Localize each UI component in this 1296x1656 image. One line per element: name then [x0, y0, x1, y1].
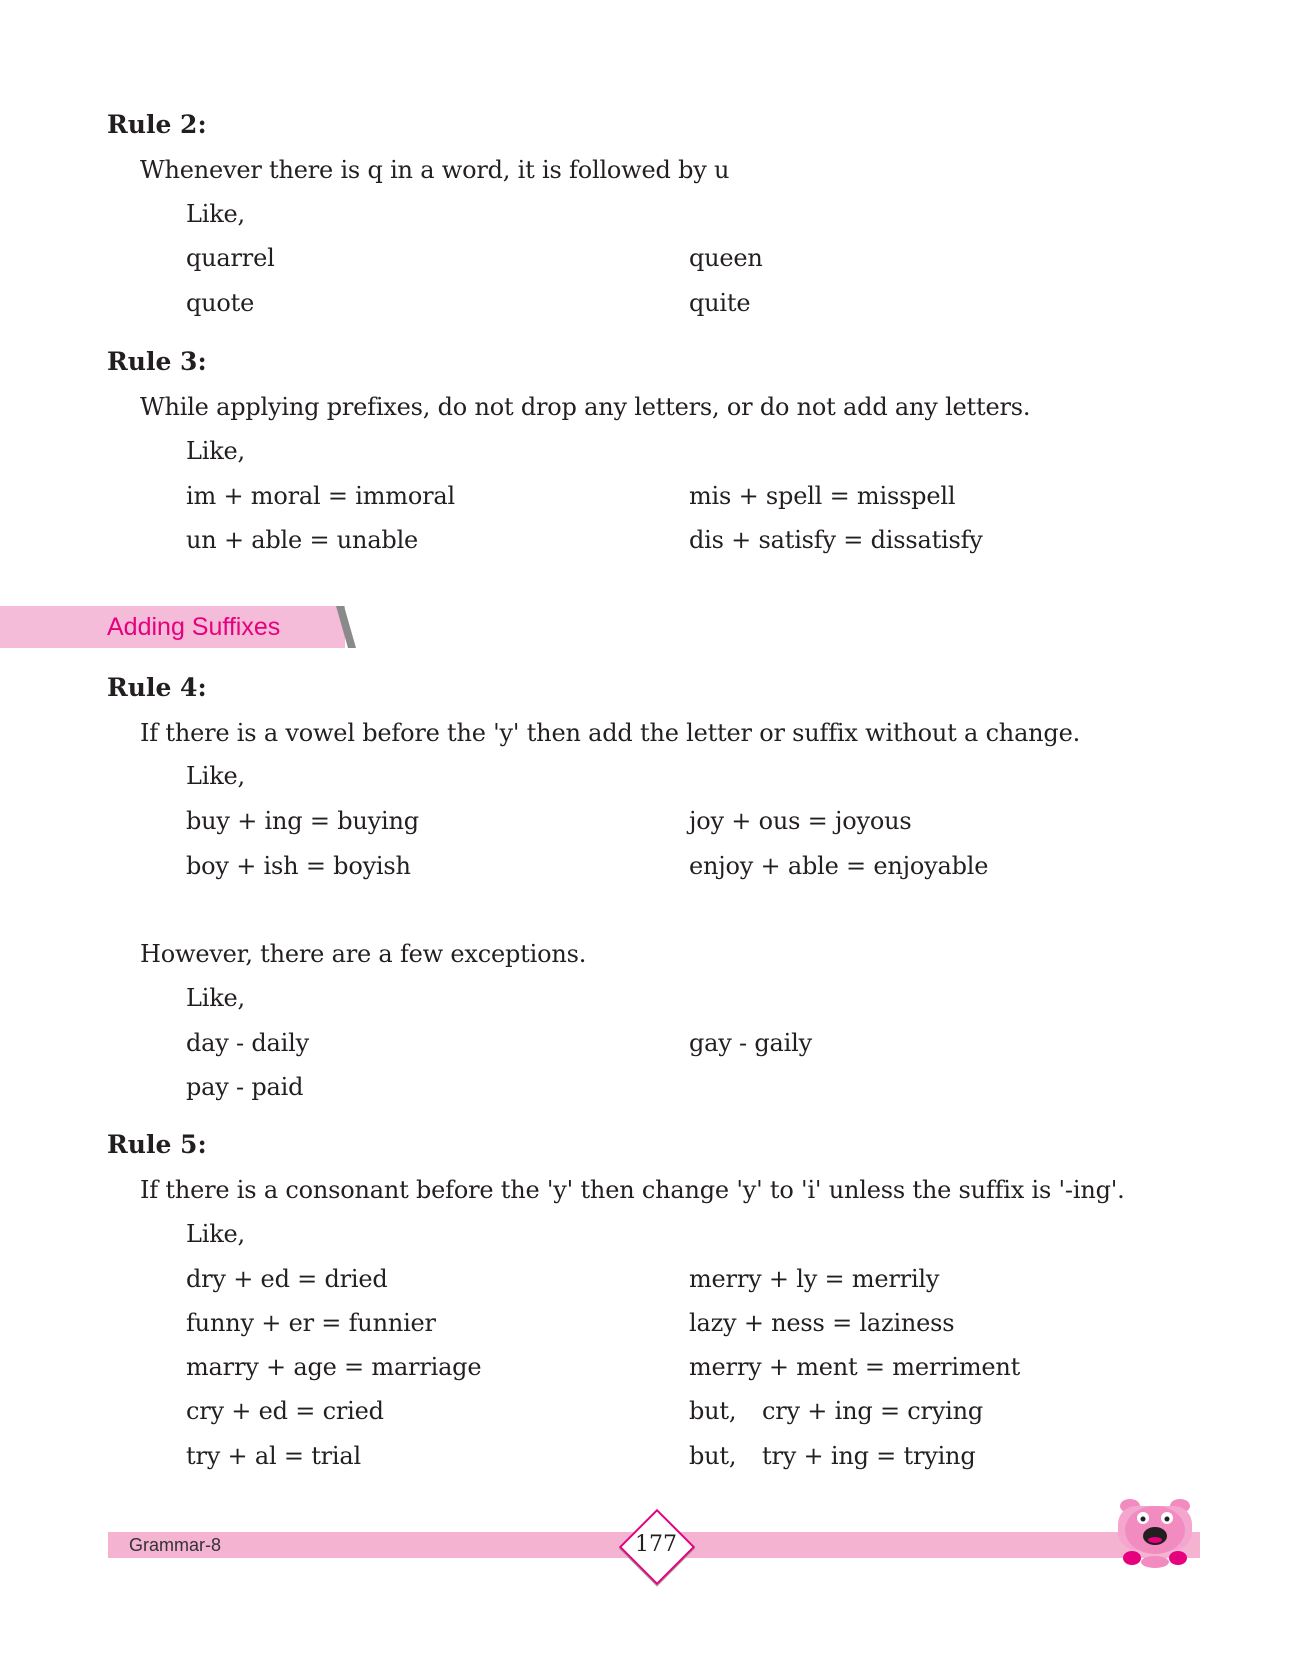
rule-3-example: im + moral = immoral: [186, 482, 455, 510]
rule-5-example: dry + ed = dried: [186, 1265, 388, 1293]
exceptions-like: Like,: [186, 984, 245, 1012]
rule-2-example: quote: [186, 289, 255, 317]
page-number: 177: [635, 1532, 677, 1557]
rule-2-example: quite: [689, 289, 751, 317]
rule-4-example: boy + ish = boyish: [186, 852, 411, 880]
footer-book-title: Grammar-8: [129, 1535, 222, 1555]
rule-3-example: un + able = unable: [186, 526, 419, 554]
rule-5-example: merry + ly = merrily: [689, 1265, 940, 1293]
rule-2-text: Whenever there is q in a word, it is followed by u: [140, 156, 730, 184]
rule-3-text: While applying prefixes, do not drop any letters, or do not add any letters.: [140, 393, 1031, 421]
rule-2-example: quarrel: [186, 244, 275, 272]
rule-3-like: Like,: [186, 437, 245, 465]
rule-5-text: If there is a consonant before the 'y' then change 'y' to 'i' unless the suffix is '-ing'.: [140, 1176, 1125, 1204]
rule-4-heading: Rule 4:: [107, 673, 207, 702]
rule-2-example: queen: [689, 244, 763, 272]
but-label: but,: [689, 1442, 737, 1470]
section-title: Adding Suffixes: [107, 613, 281, 641]
rule-4-example: joy + ous = joyous: [689, 807, 912, 835]
rule-4-example: enjoy + able = enjoyable: [689, 852, 989, 880]
rule-5-example: marry + age = marriage: [186, 1353, 482, 1381]
rule-5-heading: Rule 5:: [107, 1130, 207, 1159]
exception-example: gay - gaily: [689, 1029, 812, 1057]
but-example: try + ing = trying: [762, 1442, 976, 1470]
rule-4-like: Like,: [186, 762, 245, 790]
rule-5-example: lazy + ness = laziness: [689, 1309, 955, 1337]
but-label: but,: [689, 1397, 737, 1425]
rule-3-example: dis + satisfy = dissatisfy: [689, 526, 983, 554]
exception-example: day - daily: [186, 1029, 309, 1057]
rule-2-heading: Rule 2:: [107, 110, 207, 139]
rule-2-like: Like,: [186, 200, 245, 228]
rule-3-heading: Rule 3:: [107, 347, 207, 376]
rule-5-like: Like,: [186, 1220, 245, 1248]
rule-5-example: merry + ment = merriment: [689, 1353, 1021, 1381]
rule-5-example: cry + ed = cried: [186, 1397, 384, 1425]
exception-example: pay - paid: [186, 1073, 304, 1101]
pink-monster-mascot-icon: [1110, 1492, 1200, 1572]
exceptions-text: However, there are a few exceptions.: [140, 940, 587, 968]
rule-3-example: mis + spell = misspell: [689, 482, 956, 510]
rule-4-example: buy + ing = buying: [186, 807, 419, 835]
but-example: cry + ing = crying: [762, 1397, 984, 1425]
rule-4-text: If there is a vowel before the 'y' then add the letter or suffix without a change.: [140, 719, 1081, 747]
rule-5-example: try + al = trial: [186, 1442, 361, 1470]
rule-5-example: funny + er = funnier: [186, 1309, 436, 1337]
